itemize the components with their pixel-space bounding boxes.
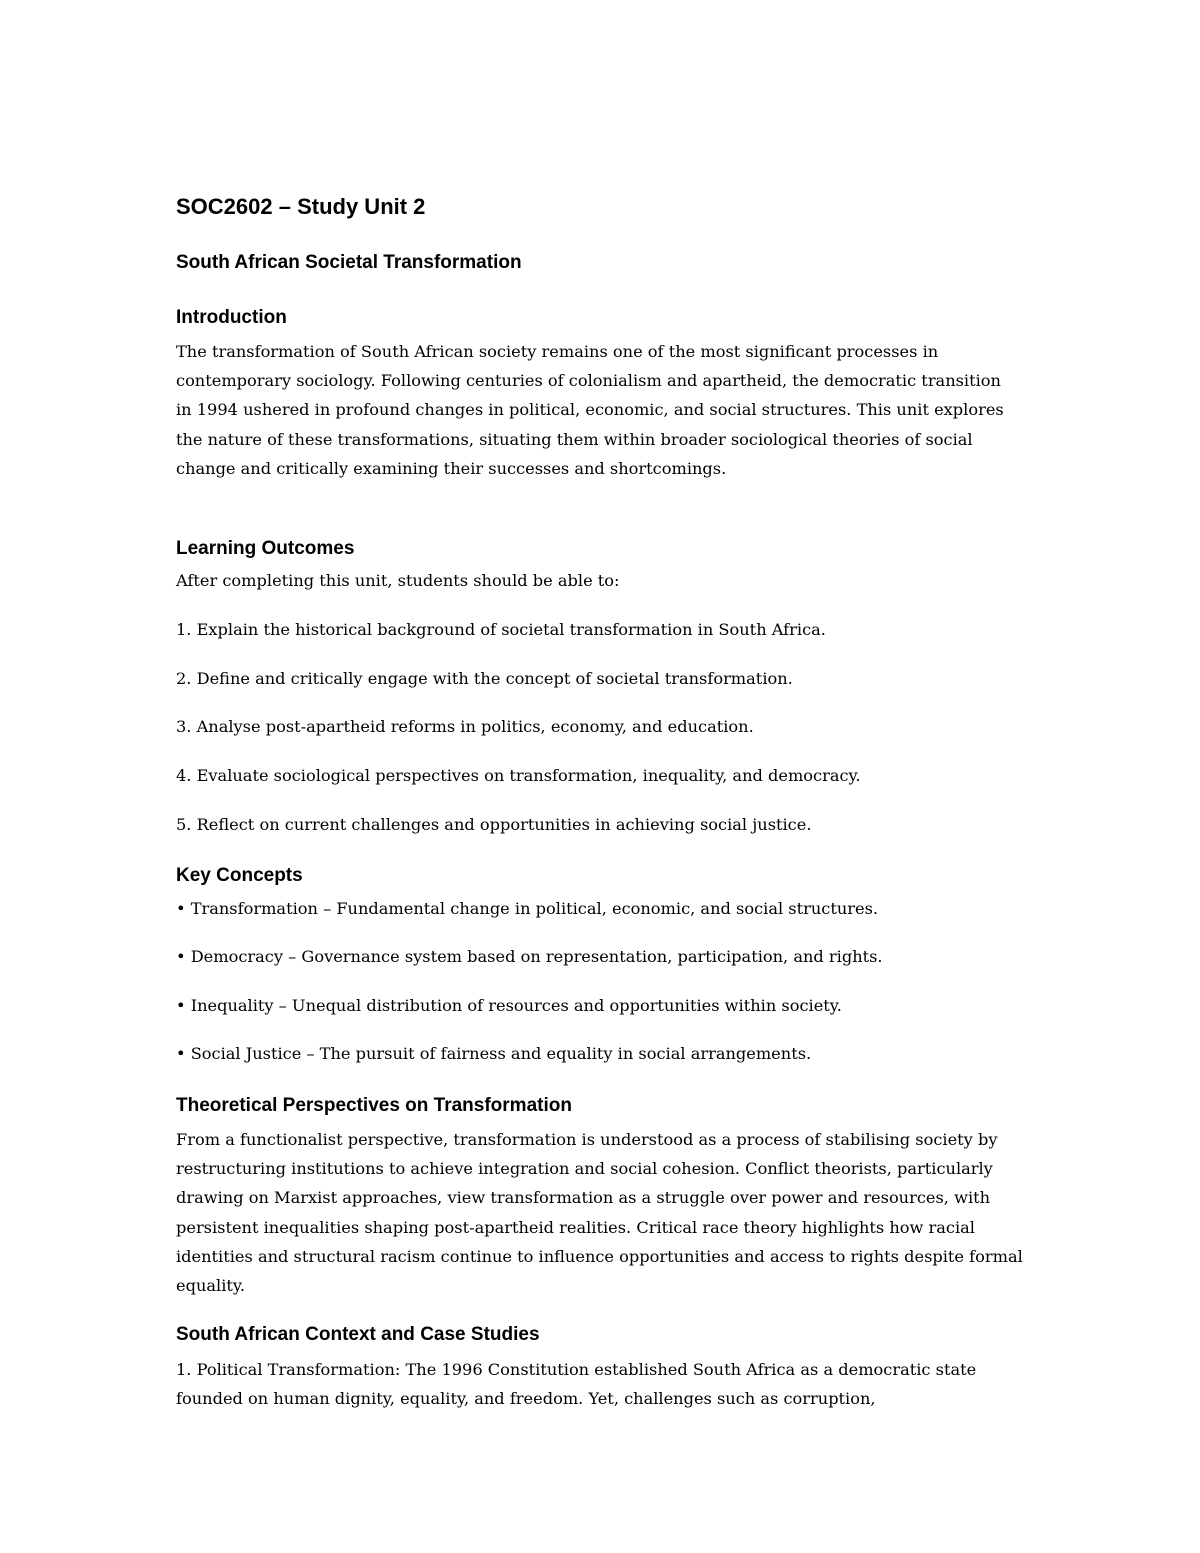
key-concept-item: • Democracy – Governance system based on representation, participation, and rights. [176, 947, 883, 966]
learning-outcomes-heading: Learning Outcomes [176, 538, 355, 559]
learning-outcome-item: 4. Evaluate sociological perspectives on transformation, inequality, and democracy. [176, 766, 861, 785]
case-studies-paragraph: 1. Political Transformation: The 1996 Constitution established South Africa as a democratic state founded on human dignity, equality, and freedom. Yet, challenges such as corruption, [176, 1360, 977, 1409]
introduction-paragraph: The transformation of South African society remains one of the most significant processes in contemporary sociology. Following centuries of colonialism and apartheid, the democratic transition in 1994 ushered in profound changes in political, economic, and social structures. This unit explores the nature of these transformations, situating them within broader sociological theories of social change and critically examining their successes and shortcomings. [176, 342, 1004, 478]
theoretical-perspectives-paragraph: From a functionalist perspective, transformation is understood as a process of stabilising society by restructuring institutions to achieve integration and social cohesion. Conflict theorists, particularly drawing on Marxist approaches, view transformation as a struggle over power and resources, with persistent inequalities shaping post-apartheid realities. Critical race theory highlights how racial identities and structural racism continue to influence opportunities and access to rights despite formal equality. [176, 1130, 1023, 1296]
introduction-heading: Introduction [176, 307, 287, 328]
key-concepts-heading: Key Concepts [176, 865, 303, 886]
key-concept-item: • Transformation – Fundamental change in political, economic, and social structures. [176, 899, 879, 918]
learning-outcome-item: 1. Explain the historical background of societal transformation in South Africa. [176, 620, 826, 639]
learning-outcome-item: 5. Reflect on current challenges and opportunities in achieving social justice. [176, 815, 812, 834]
document-subtitle: South African Societal Transformation [176, 252, 522, 273]
key-concept-item: • Social Justice – The pursuit of fairness and equality in social arrangements. [176, 1044, 812, 1063]
case-studies-heading: South African Context and Case Studies [176, 1324, 540, 1345]
document-title: SOC2602 – Study Unit 2 [176, 194, 426, 219]
learning-outcomes-lead: After completing this unit, students should be able to: [176, 571, 620, 590]
theoretical-perspectives-heading: Theoretical Perspectives on Transformation [176, 1095, 572, 1116]
learning-outcome-item: 2. Define and critically engage with the concept of societal transformation. [176, 669, 793, 688]
key-concept-item: • Inequality – Unequal distribution of resources and opportunities within society. [176, 996, 842, 1015]
learning-outcome-item: 3. Analyse post-apartheid reforms in politics, economy, and education. [176, 717, 754, 736]
